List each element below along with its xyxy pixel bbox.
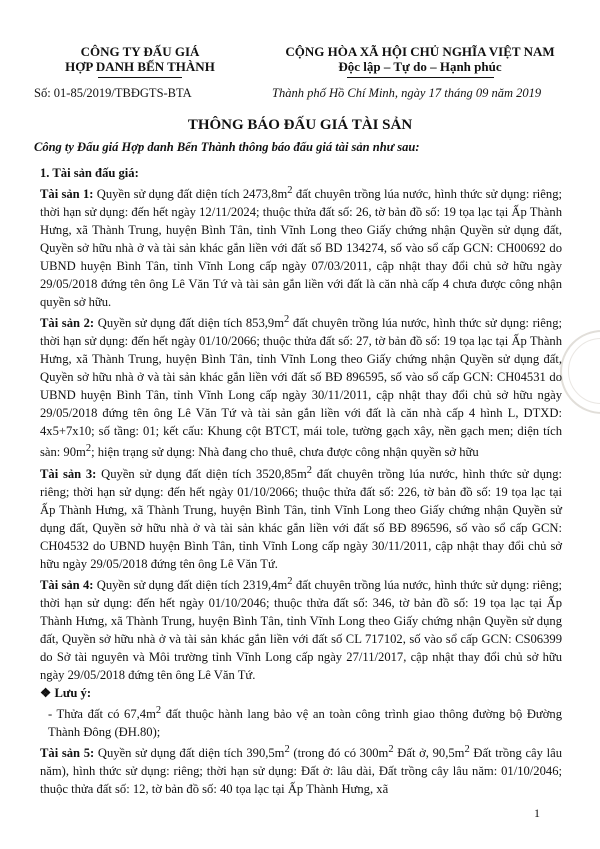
asset-paragraph-5 (40, 741, 562, 798)
asset-paragraph-2 (40, 311, 562, 461)
company-name-line1: CÔNG TY ĐẤU GIÁ (80, 44, 200, 59)
asset-paragraph-3 (40, 462, 562, 573)
nation-name: CỘNG HÒA XÃ HỘI CHỦ NGHĨA VIỆT NAM (285, 44, 555, 59)
asset-text: Quyền sử dụng đất diện tích 2319,4m (93, 577, 288, 592)
asset-text: đất chuyên trồng lúa nước, hình thức sử dụng: riêng; thời hạn sử dụng: đến hết ngày 01/10/2066; thuộc thửa đất số: 27, tờ bản đồ số: 19 tọa lạc tại Ấp Thành Hưng, xã Thành Trung, huyện Bình Tân, tỉnh Vĩnh Long theo Giấy chứng nhận Quyền sử dụng đất, Quyền sở hữu nhà ở và tài sản khác gắn liền với đất số BĐ 896595, số vào sổ cấp GCN: CH04531 do UBND huyện Bình Tân, tỉnh Vĩnh Long cấp ngày 30/11/2011, cập nhật thay đổi chủ sở hữu ngày 29/05/2018 đứng tên ông Lê Văn Tứ và tài sản gắn liền với đất là căn nhà cấp 4 hình L, DTXD: 4x5+7x10; số tầng: 01; kết cấu: Khung cột BTCT, mái tole, tường gạch xây, nền gạch men; diện tích sàn: 90m (40, 316, 562, 460)
nation-motto: Độc lập – Tự do – Hạnh phúc (338, 59, 502, 74)
asset-text: (trong đó có 300m (289, 746, 389, 761)
superscript: 2 (283, 314, 290, 326)
asset-text: Đất trồng cây lâu năm), hình thức sử dụng: riêng; thời hạn sử dụng: Đất ở: lâu dài, Đất trồng cây lâu năm: 01/10/2046; thuộc thửa đất số: 12, tờ bản đồ số: 40 tọa lạc tại Ấp Thành Hưng, xã (40, 746, 562, 797)
asset-label: Tài sản 1: (40, 187, 94, 202)
asset-label: Tài sản 3: (40, 466, 97, 481)
superscript: 2 (464, 744, 470, 756)
asset-text: Quyền sử dụng đất diện tích 2473,8m (93, 187, 288, 202)
motto-underline (347, 77, 494, 78)
note-text: - Thửa đất có 67,4m (48, 707, 156, 722)
company-name-line2: HỢP DANH BẾN THÀNH (65, 59, 215, 74)
superscript: 2 (284, 744, 290, 756)
superscript: 2 (287, 185, 293, 196)
asset-text: đất chuyên trồng lúa nước, hình thức sử dụng: riêng; thời hạn sử dụng: đến hết ngày 01/10/2066; thuộc thửa đất số: 226, tờ bản đồ số: 19 tọa lạc tại Ấp Thành Hưng, xã Thành Trung, huyện Bình Tân, tỉnh Vĩnh Long theo Giấy chứng nhận Quyền sử dụng đất, Quyền sở hữu nhà ở và tài sản khác gắn liền với đất số BĐ 896596, số vào sổ cấp GCN: CH04532 do UBND huyện Bình Tân, tỉnh Vĩnh Long cấp ngày 30/11/2011, cập nhật thay đổi chủ sở hữu ngày 29/05/2018 đứng tên ông Lê Văn Tứ. (40, 466, 562, 571)
note-text: đất thuộc hành lang bảo vệ an toàn công trình giao thông đường bộ Đường Thành Đông (ĐH.80); (48, 707, 563, 740)
asset-text: Quyền sử dụng đất diện tích 853,9m (94, 316, 284, 331)
asset-text: đất chuyên trồng lúa nước, hình thức sử dụng: riêng; thời hạn sử dụng: đến hết ngày 01/10/2046; thuộc thửa đất số: 346, tờ bản đồ số: 19 tọa lạc tại Ấp Thành Hưng, xã Thành Trung, huyện Bình Tân, tỉnh Vĩnh Long theo Giấy chứng nhận Quyền sử dụng đất, Quyền sở hữu nhà ở và tài sản khác gắn liền với đất số CL 717102, số vào sổ cấp GCN: CS06399 do Sở tài nguyên và Môi trường tỉnh Vĩnh Long cấp ngày 27/11/2017, cập nhật thay đổi chủ sở hữu ngày 29/05/2018 đứng tên ông Lê Văn Tứ. (40, 577, 562, 682)
document-number: Số: 01-85/2019/TBĐGTS-BTA (34, 86, 192, 100)
note-heading: ❖ Lưu ý: (40, 685, 92, 700)
asset-paragraph-4 (40, 573, 562, 684)
document-title: THÔNG BÁO ĐẤU GIÁ TÀI SẢN (187, 117, 413, 133)
superscript: 2 (287, 575, 293, 587)
asset-label: Tài sản 5: (40, 746, 95, 761)
superscript: 2 (85, 443, 92, 455)
section-heading: 1. Tài sản đấu giá: (40, 166, 139, 180)
asset-paragraph-1 (40, 182, 562, 311)
superscript: 2 (155, 704, 162, 716)
nation-header (270, 44, 570, 74)
document-body (40, 164, 562, 798)
note-bullet (40, 702, 562, 741)
asset-text: Đất ở, 90,5m (393, 746, 465, 761)
asset-label: Tài sản 2: (40, 316, 95, 331)
asset-text: đất chuyên trồng lúa nước, hình thức sử dụng: riêng; thời hạn sử dụng: đến hết ngày 12/11/2024; thuộc thửa đất số: 26, tờ bản đồ số: 19 tọa lạc tại Ấp Thành Hưng, xã Thành Trung, huyện Bình Tân, tỉnh Vĩnh Long theo Giấy chứng nhận Quyền sử dụng đất, Quyền sở hữu nhà ở và tài sản khác gắn liền với đất số BD 134274, số vào sổ cấp GCN: CH00692 do UBND huyện Bình Tân, tỉnh Vĩnh Long cấp ngày 07/03/2011, cập nhật thay đổi chủ sở hữu ngày 29/05/2018 đứng tên ông Lê Văn Tứ và tài sản gắn liền với đất là căn nhà cấp 4 chưa được công nhận quyền sở hữu. (40, 187, 562, 310)
intro-text: Công ty Đấu giá Hợp danh Bến Thành thông báo đấu giá tài sản như sau: (34, 140, 420, 154)
asset-text: Quyền sử dụng đất diện tích 3520,85m (96, 466, 307, 481)
company-header (40, 44, 240, 74)
page-number: 1 (534, 806, 540, 820)
asset-label: Tài sản 4: (40, 577, 94, 592)
company-underline (98, 77, 182, 78)
superscript: 2 (388, 744, 394, 756)
date-line: Thành phố Hồ Chí Minh, ngày 17 tháng 09 năm 2019 (272, 86, 542, 100)
asset-text: ; hiện trạng sử dụng: Nhà đang cho thuê, chưa được công nhận quyền sở hữu (91, 445, 479, 460)
asset-text: Quyền sử dụng đất diện tích 390,5m (94, 746, 285, 761)
superscript: 2 (306, 464, 313, 476)
